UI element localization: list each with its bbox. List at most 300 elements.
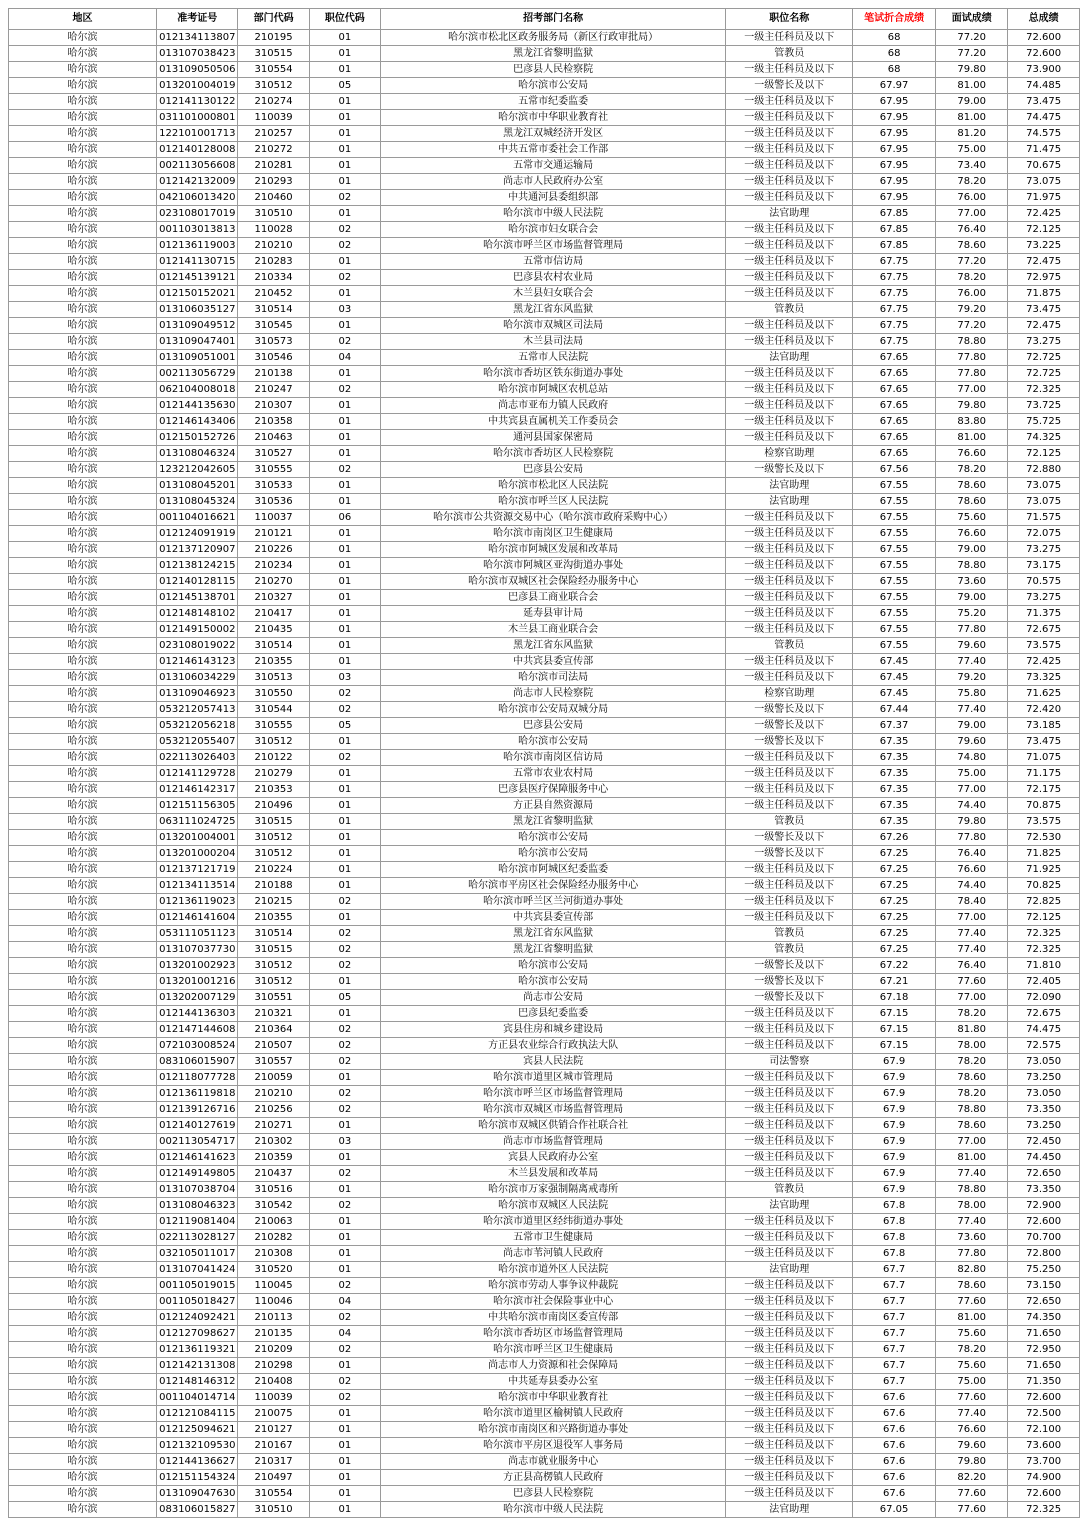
cell-region[interactable]: 哈尔滨: [9, 814, 157, 830]
cell-total-score[interactable]: 71.875: [1008, 286, 1080, 302]
cell-dept-code[interactable]: 110045: [238, 1278, 309, 1294]
cell-region[interactable]: 哈尔滨: [9, 1150, 157, 1166]
cell-exam-id[interactable]: 013201004019: [157, 78, 238, 94]
cell-position-code[interactable]: 02: [309, 1086, 380, 1102]
cell-position-name[interactable]: 法官助理: [726, 1262, 853, 1278]
cell-exam-id[interactable]: 012149150002: [157, 622, 238, 638]
table-row[interactable]: [9, 686, 1080, 702]
cell-dept-name[interactable]: 尚志市人民政府办公室: [380, 174, 725, 190]
cell-dept-name[interactable]: 哈尔滨市公安局: [380, 958, 725, 974]
cell-position-code[interactable]: 02: [309, 942, 380, 958]
cell-position-name[interactable]: 一级主任科员及以下: [726, 798, 853, 814]
cell-dept-code[interactable]: 210224: [238, 862, 309, 878]
cell-written-score[interactable]: 67.55: [853, 574, 936, 590]
cell-dept-name[interactable]: 哈尔滨市社会保险事业中心: [380, 1294, 725, 1310]
cell-total-score[interactable]: 72.475: [1008, 254, 1080, 270]
cell-dept-name[interactable]: 哈尔滨市中级人民法院: [380, 1502, 725, 1518]
cell-region[interactable]: 哈尔滨: [9, 910, 157, 926]
cell-position-code[interactable]: 05: [309, 718, 380, 734]
cell-exam-id[interactable]: 083106015907: [157, 1054, 238, 1070]
table-row[interactable]: [9, 574, 1080, 590]
cell-total-score[interactable]: 72.900: [1008, 1198, 1080, 1214]
cell-total-score[interactable]: 73.475: [1008, 94, 1080, 110]
cell-region[interactable]: 哈尔滨: [9, 46, 157, 62]
cell-interview-score[interactable]: 77.00: [936, 1134, 1008, 1150]
cell-region[interactable]: 哈尔滨: [9, 350, 157, 366]
cell-dept-name[interactable]: 哈尔滨市平房区社会保险经办服务中心: [380, 878, 725, 894]
cell-interview-score[interactable]: 77.00: [936, 782, 1008, 798]
cell-written-score[interactable]: 67.45: [853, 686, 936, 702]
cell-position-name[interactable]: 一级主任科员及以下: [726, 766, 853, 782]
cell-region[interactable]: 哈尔滨: [9, 1406, 157, 1422]
cell-region[interactable]: 哈尔滨: [9, 718, 157, 734]
cell-position-code[interactable]: 01: [309, 318, 380, 334]
cell-total-score[interactable]: 71.810: [1008, 958, 1080, 974]
cell-position-code[interactable]: 02: [309, 238, 380, 254]
cell-dept-name[interactable]: 哈尔滨市中级人民法院: [380, 206, 725, 222]
cell-total-score[interactable]: 74.475: [1008, 1022, 1080, 1038]
cell-written-score[interactable]: 67.35: [853, 766, 936, 782]
cell-dept-name[interactable]: 宾县人民法院: [380, 1054, 725, 1070]
cell-written-score[interactable]: 67.95: [853, 110, 936, 126]
header-total-score[interactable]: 总成绩: [1008, 9, 1080, 30]
cell-region[interactable]: 哈尔滨: [9, 222, 157, 238]
table-row[interactable]: [9, 622, 1080, 638]
cell-dept-code[interactable]: 310515: [238, 942, 309, 958]
cell-written-score[interactable]: 67.85: [853, 238, 936, 254]
cell-position-code[interactable]: 01: [309, 526, 380, 542]
cell-interview-score[interactable]: 75.00: [936, 1374, 1008, 1390]
table-row[interactable]: [9, 1102, 1080, 1118]
cell-written-score[interactable]: 67.55: [853, 638, 936, 654]
cell-written-score[interactable]: 67.7: [853, 1310, 936, 1326]
table-row[interactable]: [9, 990, 1080, 1006]
cell-position-name[interactable]: 一级主任科员及以下: [726, 286, 853, 302]
cell-region[interactable]: 哈尔滨: [9, 1310, 157, 1326]
cell-region[interactable]: 哈尔滨: [9, 1054, 157, 1070]
cell-interview-score[interactable]: 77.80: [936, 830, 1008, 846]
cell-dept-name[interactable]: 哈尔滨市呼兰区市场监督管理局: [380, 238, 725, 254]
cell-dept-code[interactable]: 210327: [238, 590, 309, 606]
cell-total-score[interactable]: 71.650: [1008, 1358, 1080, 1374]
cell-dept-name[interactable]: 哈尔滨市中华职业教育社: [380, 1390, 725, 1406]
table-row[interactable]: [9, 206, 1080, 222]
table-row[interactable]: [9, 254, 1080, 270]
cell-interview-score[interactable]: 73.60: [936, 1230, 1008, 1246]
cell-dept-name[interactable]: 哈尔滨市呼兰区卫生健康局: [380, 1342, 725, 1358]
cell-position-code[interactable]: 02: [309, 222, 380, 238]
cell-position-code[interactable]: 01: [309, 814, 380, 830]
cell-dept-name[interactable]: 哈尔滨市公安局: [380, 846, 725, 862]
cell-total-score[interactable]: 70.675: [1008, 158, 1080, 174]
cell-written-score[interactable]: 67.9: [853, 1150, 936, 1166]
cell-exam-id[interactable]: 012134113514: [157, 878, 238, 894]
table-row[interactable]: [9, 766, 1080, 782]
cell-position-code[interactable]: 01: [309, 1422, 380, 1438]
cell-dept-code[interactable]: 210256: [238, 1102, 309, 1118]
table-row[interactable]: [9, 926, 1080, 942]
cell-exam-id[interactable]: 072103008524: [157, 1038, 238, 1054]
cell-region[interactable]: 哈尔滨: [9, 1502, 157, 1518]
table-row[interactable]: [9, 702, 1080, 718]
cell-dept-code[interactable]: 310512: [238, 846, 309, 862]
table-row[interactable]: [9, 734, 1080, 750]
table-row[interactable]: [9, 1358, 1080, 1374]
cell-written-score[interactable]: 67.65: [853, 398, 936, 414]
cell-region[interactable]: 哈尔滨: [9, 430, 157, 446]
cell-total-score[interactable]: 73.475: [1008, 734, 1080, 750]
cell-total-score[interactable]: 71.825: [1008, 846, 1080, 862]
cell-position-name[interactable]: 一级主任科员及以下: [726, 1294, 853, 1310]
cell-dept-name[interactable]: 哈尔滨市公安局: [380, 78, 725, 94]
cell-region[interactable]: 哈尔滨: [9, 1470, 157, 1486]
cell-exam-id[interactable]: 012151154324: [157, 1470, 238, 1486]
cell-total-score[interactable]: 72.090: [1008, 990, 1080, 1006]
cell-position-code[interactable]: 04: [309, 350, 380, 366]
cell-dept-code[interactable]: 210063: [238, 1214, 309, 1230]
cell-exam-id[interactable]: 012141129728: [157, 766, 238, 782]
cell-dept-code[interactable]: 310512: [238, 734, 309, 750]
cell-position-name[interactable]: 一级警长及以下: [726, 974, 853, 990]
cell-dept-code[interactable]: 210215: [238, 894, 309, 910]
cell-total-score[interactable]: 73.325: [1008, 670, 1080, 686]
cell-total-score[interactable]: 73.050: [1008, 1086, 1080, 1102]
cell-dept-name[interactable]: 黑龙江省黎明监狱: [380, 46, 725, 62]
cell-total-score[interactable]: 73.600: [1008, 1438, 1080, 1454]
cell-total-score[interactable]: 74.450: [1008, 1150, 1080, 1166]
cell-interview-score[interactable]: 81.00: [936, 1150, 1008, 1166]
cell-total-score[interactable]: 72.600: [1008, 1390, 1080, 1406]
cell-interview-score[interactable]: 77.40: [936, 1214, 1008, 1230]
cell-total-score[interactable]: 73.275: [1008, 542, 1080, 558]
table-row[interactable]: [9, 542, 1080, 558]
cell-position-code[interactable]: 01: [309, 910, 380, 926]
cell-region[interactable]: 哈尔滨: [9, 878, 157, 894]
cell-total-score[interactable]: 72.420: [1008, 702, 1080, 718]
cell-position-code[interactable]: 01: [309, 1262, 380, 1278]
cell-dept-name[interactable]: 中共宾县委宣传部: [380, 654, 725, 670]
cell-written-score[interactable]: 67.9: [853, 1134, 936, 1150]
cell-written-score[interactable]: 67.95: [853, 190, 936, 206]
cell-total-score[interactable]: 73.185: [1008, 718, 1080, 734]
cell-position-name[interactable]: 一级主任科员及以下: [726, 782, 853, 798]
table-row[interactable]: [9, 718, 1080, 734]
cell-exam-id[interactable]: 012146142317: [157, 782, 238, 798]
cell-total-score[interactable]: 71.925: [1008, 862, 1080, 878]
cell-position-name[interactable]: 一级主任科员及以下: [726, 158, 853, 174]
cell-position-name[interactable]: 一级警长及以下: [726, 846, 853, 862]
table-row[interactable]: [9, 238, 1080, 254]
cell-interview-score[interactable]: 76.40: [936, 958, 1008, 974]
cell-dept-name[interactable]: 哈尔滨市香坊区铁东街道办事处: [380, 366, 725, 382]
cell-position-code[interactable]: 01: [309, 62, 380, 78]
cell-position-code[interactable]: 02: [309, 958, 380, 974]
cell-dept-name[interactable]: 巴彦县工商业联合会: [380, 590, 725, 606]
table-row[interactable]: [9, 1054, 1080, 1070]
cell-dept-name[interactable]: 哈尔滨市香坊区市场监督管理局: [380, 1326, 725, 1342]
table-row[interactable]: [9, 510, 1080, 526]
cell-exam-id[interactable]: 013109049512: [157, 318, 238, 334]
cell-exam-id[interactable]: 013106034229: [157, 670, 238, 686]
cell-region[interactable]: 哈尔滨: [9, 574, 157, 590]
cell-position-code[interactable]: 01: [309, 1502, 380, 1518]
cell-position-name[interactable]: 一级主任科员及以下: [726, 30, 853, 46]
table-row[interactable]: [9, 334, 1080, 350]
cell-region[interactable]: 哈尔滨: [9, 494, 157, 510]
cell-interview-score[interactable]: 76.00: [936, 286, 1008, 302]
cell-total-score[interactable]: 72.975: [1008, 270, 1080, 286]
cell-position-name[interactable]: 一级主任科员及以下: [726, 1470, 853, 1486]
cell-interview-score[interactable]: 79.60: [936, 638, 1008, 654]
cell-written-score[interactable]: 67.15: [853, 1022, 936, 1038]
cell-region[interactable]: 哈尔滨: [9, 270, 157, 286]
cell-region[interactable]: 哈尔滨: [9, 1454, 157, 1470]
cell-position-name[interactable]: 一级主任科员及以下: [726, 1102, 853, 1118]
cell-position-name[interactable]: 检察官助理: [726, 446, 853, 462]
header-position-name[interactable]: 职位名称: [726, 9, 853, 30]
cell-dept-code[interactable]: 210195: [238, 30, 309, 46]
cell-written-score[interactable]: 67.7: [853, 1374, 936, 1390]
cell-dept-name[interactable]: 尚志市就业服务中心: [380, 1454, 725, 1470]
cell-exam-id[interactable]: 012134113807: [157, 30, 238, 46]
cell-region[interactable]: 哈尔滨: [9, 702, 157, 718]
cell-total-score[interactable]: 72.125: [1008, 222, 1080, 238]
cell-dept-name[interactable]: 黑龙江双城经济开发区: [380, 126, 725, 142]
cell-total-score[interactable]: 72.600: [1008, 46, 1080, 62]
cell-written-score[interactable]: 67.25: [853, 942, 936, 958]
cell-position-code[interactable]: 02: [309, 334, 380, 350]
table-row[interactable]: [9, 382, 1080, 398]
table-row[interactable]: [9, 350, 1080, 366]
cell-interview-score[interactable]: 78.00: [936, 1038, 1008, 1054]
table-row[interactable]: [9, 1230, 1080, 1246]
cell-position-name[interactable]: 一级主任科员及以下: [726, 174, 853, 190]
cell-total-score[interactable]: 73.075: [1008, 478, 1080, 494]
cell-dept-name[interactable]: 延寿县审计局: [380, 606, 725, 622]
cell-total-score[interactable]: 72.800: [1008, 1246, 1080, 1262]
cell-position-name[interactable]: 司法警察: [726, 1054, 853, 1070]
cell-position-code[interactable]: 02: [309, 1166, 380, 1182]
cell-region[interactable]: 哈尔滨: [9, 990, 157, 1006]
cell-dept-code[interactable]: 210274: [238, 94, 309, 110]
cell-region[interactable]: 哈尔滨: [9, 1198, 157, 1214]
cell-position-name[interactable]: 一级主任科员及以下: [726, 670, 853, 686]
cell-dept-code[interactable]: 210408: [238, 1374, 309, 1390]
cell-dept-code[interactable]: 210282: [238, 1230, 309, 1246]
cell-total-score[interactable]: 73.225: [1008, 238, 1080, 254]
cell-position-name[interactable]: 一级主任科员及以下: [726, 1214, 853, 1230]
cell-region[interactable]: 哈尔滨: [9, 254, 157, 270]
cell-region[interactable]: 哈尔滨: [9, 846, 157, 862]
cell-region[interactable]: 哈尔滨: [9, 30, 157, 46]
cell-dept-name[interactable]: 哈尔滨市阿城区发展和改革局: [380, 542, 725, 558]
cell-total-score[interactable]: 73.075: [1008, 494, 1080, 510]
cell-exam-id[interactable]: 122101001713: [157, 126, 238, 142]
cell-dept-code[interactable]: 210417: [238, 606, 309, 622]
cell-written-score[interactable]: 67.6: [853, 1454, 936, 1470]
cell-total-score[interactable]: 73.725: [1008, 398, 1080, 414]
cell-dept-name[interactable]: 中共延寿县委办公室: [380, 1374, 725, 1390]
cell-dept-code[interactable]: 210281: [238, 158, 309, 174]
cell-written-score[interactable]: 67.7: [853, 1358, 936, 1374]
table-row[interactable]: [9, 302, 1080, 318]
cell-total-score[interactable]: 72.325: [1008, 926, 1080, 942]
cell-exam-id[interactable]: 013201002923: [157, 958, 238, 974]
cell-exam-id[interactable]: 013108046324: [157, 446, 238, 462]
cell-exam-id[interactable]: 022113028127: [157, 1230, 238, 1246]
table-row[interactable]: [9, 1454, 1080, 1470]
cell-region[interactable]: 哈尔滨: [9, 766, 157, 782]
cell-total-score[interactable]: 72.880: [1008, 462, 1080, 478]
cell-position-code[interactable]: 01: [309, 110, 380, 126]
cell-exam-id[interactable]: 012141130715: [157, 254, 238, 270]
cell-exam-id[interactable]: 012148148102: [157, 606, 238, 622]
cell-position-code[interactable]: 01: [309, 622, 380, 638]
cell-exam-id[interactable]: 012136119818: [157, 1086, 238, 1102]
cell-dept-code[interactable]: 310533: [238, 478, 309, 494]
cell-exam-id[interactable]: 012144135630: [157, 398, 238, 414]
cell-total-score[interactable]: 73.475: [1008, 302, 1080, 318]
table-row[interactable]: [9, 638, 1080, 654]
cell-dept-code[interactable]: 310550: [238, 686, 309, 702]
cell-position-code[interactable]: 01: [309, 254, 380, 270]
cell-position-code[interactable]: 01: [309, 1246, 380, 1262]
cell-dept-name[interactable]: 哈尔滨市公安局: [380, 974, 725, 990]
cell-position-name[interactable]: 一级主任科员及以下: [726, 1086, 853, 1102]
table-row[interactable]: [9, 494, 1080, 510]
cell-position-name[interactable]: 一级主任科员及以下: [726, 142, 853, 158]
cell-dept-code[interactable]: 210075: [238, 1406, 309, 1422]
cell-interview-score[interactable]: 77.00: [936, 990, 1008, 1006]
cell-dept-code[interactable]: 310512: [238, 974, 309, 990]
cell-position-name[interactable]: 一级警长及以下: [726, 958, 853, 974]
cell-interview-score[interactable]: 79.80: [936, 814, 1008, 830]
cell-region[interactable]: 哈尔滨: [9, 366, 157, 382]
cell-written-score[interactable]: 67.55: [853, 622, 936, 638]
cell-position-name[interactable]: 一级主任科员及以下: [726, 1454, 853, 1470]
cell-dept-code[interactable]: 310551: [238, 990, 309, 1006]
cell-exam-id[interactable]: 042106013420: [157, 190, 238, 206]
table-row[interactable]: [9, 670, 1080, 686]
cell-written-score[interactable]: 67.75: [853, 334, 936, 350]
cell-total-score[interactable]: 74.325: [1008, 430, 1080, 446]
cell-total-score[interactable]: 72.575: [1008, 1038, 1080, 1054]
cell-exam-id[interactable]: 001103013813: [157, 222, 238, 238]
cell-position-code[interactable]: 01: [309, 1150, 380, 1166]
table-row[interactable]: [9, 1374, 1080, 1390]
cell-position-code[interactable]: 01: [309, 734, 380, 750]
cell-dept-name[interactable]: 哈尔滨市阿城区亚沟街道办事处: [380, 558, 725, 574]
cell-exam-id[interactable]: 012132109530: [157, 1438, 238, 1454]
cell-position-name[interactable]: 一级主任科员及以下: [726, 526, 853, 542]
cell-interview-score[interactable]: 74.80: [936, 750, 1008, 766]
table-row[interactable]: [9, 654, 1080, 670]
cell-dept-code[interactable]: 210307: [238, 398, 309, 414]
cell-dept-name[interactable]: 哈尔滨市双城区市场监督管理局: [380, 1102, 725, 1118]
cell-position-name[interactable]: 一级主任科员及以下: [726, 894, 853, 910]
cell-position-code[interactable]: 01: [309, 542, 380, 558]
cell-position-code[interactable]: 01: [309, 878, 380, 894]
cell-exam-id[interactable]: 002113056608: [157, 158, 238, 174]
cell-interview-score[interactable]: 77.00: [936, 382, 1008, 398]
cell-dept-code[interactable]: 310554: [238, 62, 309, 78]
cell-written-score[interactable]: 67.22: [853, 958, 936, 974]
cell-dept-name[interactable]: 哈尔滨市松北区政务服务局（新区行政审批局）: [380, 30, 725, 46]
cell-region[interactable]: 哈尔滨: [9, 1038, 157, 1054]
cell-dept-name[interactable]: 木兰县发展和改革局: [380, 1166, 725, 1182]
cell-interview-score[interactable]: 77.40: [936, 702, 1008, 718]
table-row[interactable]: [9, 462, 1080, 478]
cell-interview-score[interactable]: 81.00: [936, 110, 1008, 126]
cell-exam-id[interactable]: 012149149805: [157, 1166, 238, 1182]
cell-interview-score[interactable]: 74.40: [936, 878, 1008, 894]
table-row[interactable]: [9, 78, 1080, 94]
cell-total-score[interactable]: 72.425: [1008, 654, 1080, 670]
cell-position-name[interactable]: 一级主任科员及以下: [726, 1246, 853, 1262]
table-row[interactable]: [9, 1214, 1080, 1230]
cell-position-code[interactable]: 01: [309, 414, 380, 430]
cell-region[interactable]: 哈尔滨: [9, 78, 157, 94]
cell-exam-id[interactable]: 013107038423: [157, 46, 238, 62]
cell-position-code[interactable]: 01: [309, 798, 380, 814]
cell-total-score[interactable]: 72.725: [1008, 366, 1080, 382]
cell-written-score[interactable]: 67.37: [853, 718, 936, 734]
cell-interview-score[interactable]: 76.60: [936, 526, 1008, 542]
cell-dept-name[interactable]: 哈尔滨市双城区人民法院: [380, 1198, 725, 1214]
cell-written-score[interactable]: 67.21: [853, 974, 936, 990]
cell-position-name[interactable]: 一级主任科员及以下: [726, 654, 853, 670]
cell-written-score[interactable]: 68: [853, 62, 936, 78]
table-row[interactable]: [9, 366, 1080, 382]
cell-region[interactable]: 哈尔滨: [9, 286, 157, 302]
cell-dept-code[interactable]: 310520: [238, 1262, 309, 1278]
cell-position-name[interactable]: 一级主任科员及以下: [726, 1486, 853, 1502]
cell-interview-score[interactable]: 79.00: [936, 718, 1008, 734]
cell-written-score[interactable]: 67.45: [853, 654, 936, 670]
cell-written-score[interactable]: 67.15: [853, 1006, 936, 1022]
header-interview-score[interactable]: 面试成绩: [936, 9, 1008, 30]
cell-region[interactable]: 哈尔滨: [9, 1086, 157, 1102]
cell-written-score[interactable]: 67.75: [853, 270, 936, 286]
cell-interview-score[interactable]: 77.60: [936, 1390, 1008, 1406]
cell-interview-score[interactable]: 78.00: [936, 1198, 1008, 1214]
table-row[interactable]: [9, 1294, 1080, 1310]
cell-written-score[interactable]: 67.35: [853, 782, 936, 798]
header-written-score[interactable]: 笔试折合成绩: [853, 9, 936, 30]
cell-written-score[interactable]: 67.55: [853, 510, 936, 526]
cell-total-score[interactable]: 72.325: [1008, 942, 1080, 958]
cell-exam-id[interactable]: 012145139121: [157, 270, 238, 286]
cell-exam-id[interactable]: 013109051001: [157, 350, 238, 366]
cell-dept-name[interactable]: 中共宾县直属机关工作委员会: [380, 414, 725, 430]
cell-position-name[interactable]: 一级主任科员及以下: [726, 94, 853, 110]
cell-interview-score[interactable]: 79.80: [936, 62, 1008, 78]
cell-interview-score[interactable]: 77.60: [936, 1294, 1008, 1310]
cell-interview-score[interactable]: 79.80: [936, 1454, 1008, 1470]
cell-region[interactable]: 哈尔滨: [9, 782, 157, 798]
cell-written-score[interactable]: 67.25: [853, 846, 936, 862]
cell-interview-score[interactable]: 81.80: [936, 1022, 1008, 1038]
cell-interview-score[interactable]: 78.40: [936, 894, 1008, 910]
table-row[interactable]: [9, 446, 1080, 462]
cell-dept-name[interactable]: 木兰县工商业联合会: [380, 622, 725, 638]
cell-dept-name[interactable]: 尚志市人力资源和社会保障局: [380, 1358, 725, 1374]
cell-position-name[interactable]: 一级主任科员及以下: [726, 1326, 853, 1342]
cell-region[interactable]: 哈尔滨: [9, 670, 157, 686]
cell-dept-code[interactable]: 210358: [238, 414, 309, 430]
cell-dept-code[interactable]: 310514: [238, 302, 309, 318]
cell-dept-code[interactable]: 210302: [238, 1134, 309, 1150]
